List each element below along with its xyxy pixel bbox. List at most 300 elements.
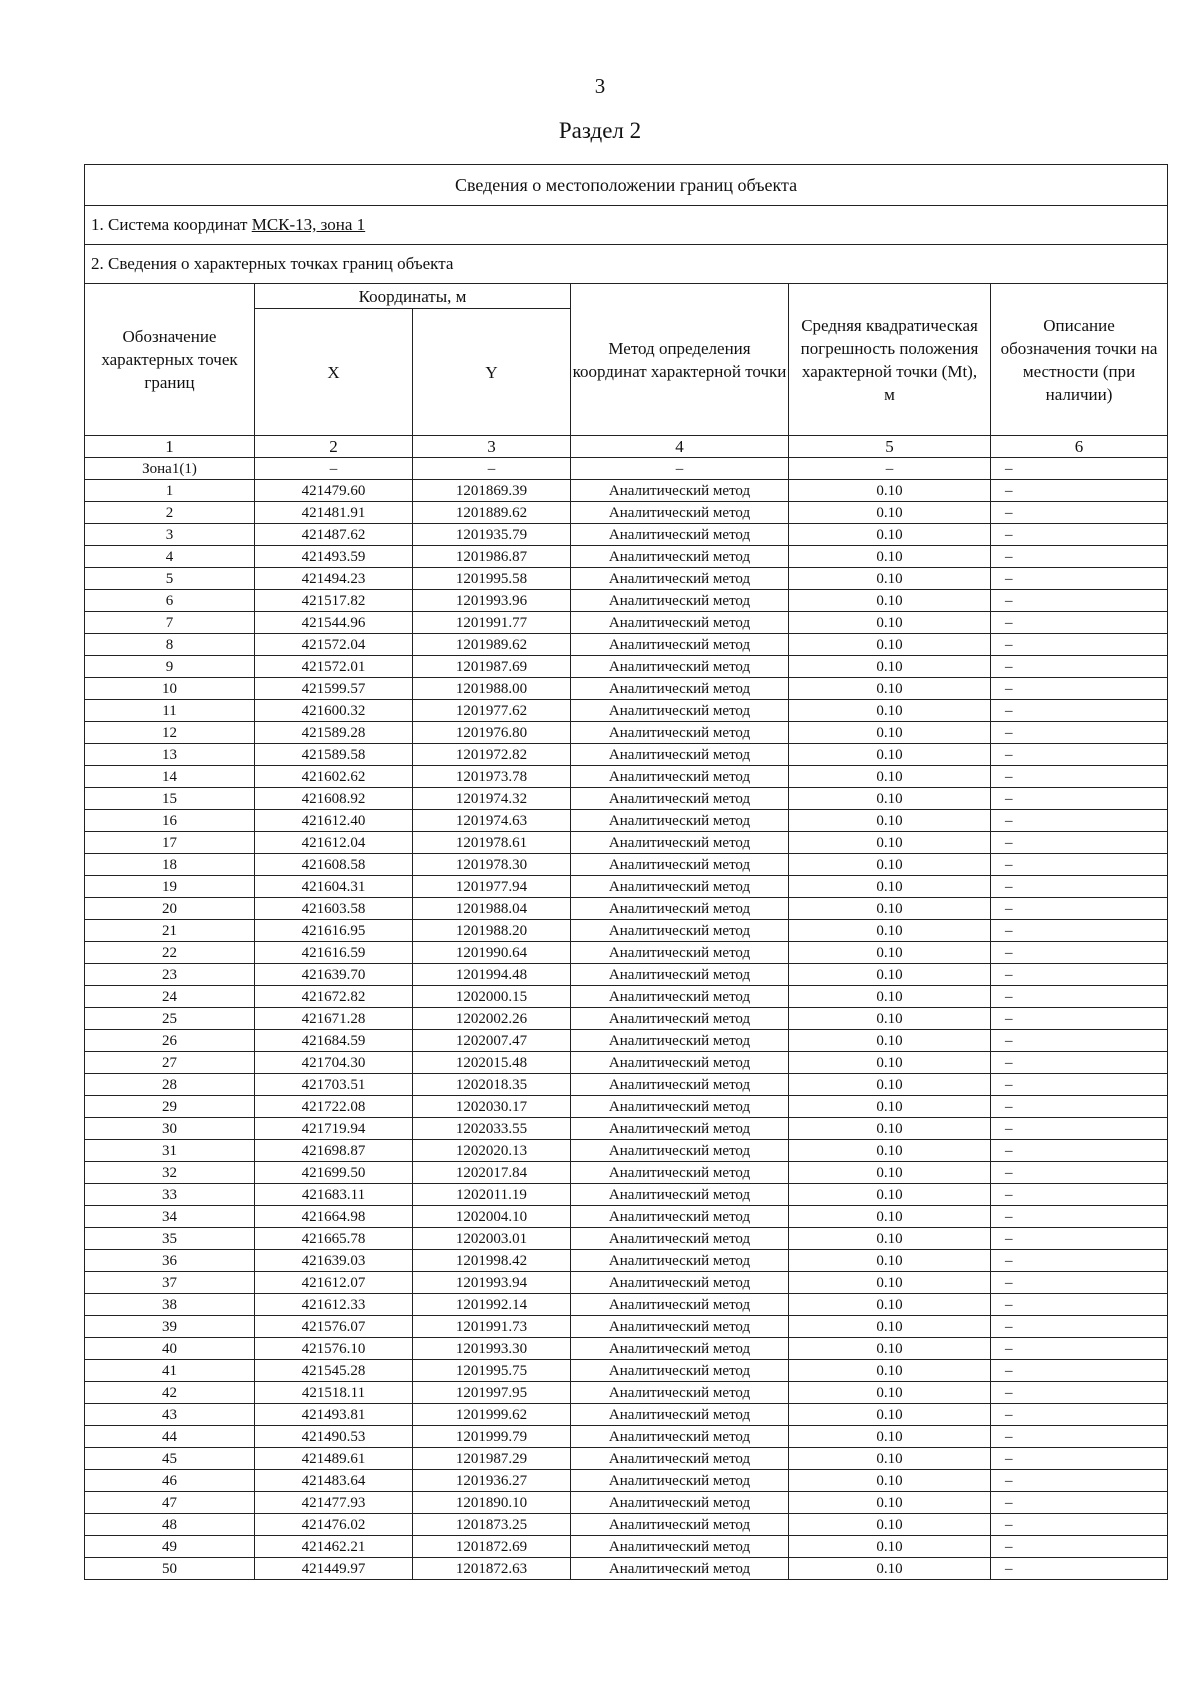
method: Аналитический метод xyxy=(571,1448,789,1470)
description: – xyxy=(991,1096,1168,1118)
method: Аналитический метод xyxy=(571,788,789,810)
table-cell: – xyxy=(991,458,1168,480)
point-number: 36 xyxy=(85,1250,255,1272)
y-coordinate: 1202000.15 xyxy=(413,986,571,1008)
zone-row xyxy=(85,458,1168,480)
point-number: 45 xyxy=(85,1448,255,1470)
description: – xyxy=(991,788,1168,810)
x-coordinate: 421487.62 xyxy=(255,524,413,546)
point-number: 46 xyxy=(85,1470,255,1492)
x-coordinate: 421722.08 xyxy=(255,1096,413,1118)
table-row xyxy=(85,1272,1168,1294)
mean-error: 0.10 xyxy=(789,1206,991,1228)
method: Аналитический метод xyxy=(571,612,789,634)
header-method: Метод определения координат характерной точки xyxy=(571,284,789,436)
method: Аналитический метод xyxy=(571,678,789,700)
description: – xyxy=(991,612,1168,634)
y-coordinate: 1201989.62 xyxy=(413,634,571,656)
table-cell: – xyxy=(413,458,571,480)
mean-error: 0.10 xyxy=(789,480,991,502)
table-row xyxy=(85,810,1168,832)
y-coordinate: 1201935.79 xyxy=(413,524,571,546)
description: – xyxy=(991,1404,1168,1426)
column-number: 1 xyxy=(85,436,255,458)
point-number: 11 xyxy=(85,700,255,722)
description: – xyxy=(991,1184,1168,1206)
mean-error: 0.10 xyxy=(789,766,991,788)
method: Аналитический метод xyxy=(571,1272,789,1294)
mean-error: 0.10 xyxy=(789,1250,991,1272)
point-number: 26 xyxy=(85,1030,255,1052)
table-row xyxy=(85,854,1168,876)
table-row xyxy=(85,568,1168,590)
description: – xyxy=(991,590,1168,612)
description: – xyxy=(991,1030,1168,1052)
description: – xyxy=(991,1360,1168,1382)
point-number: 31 xyxy=(85,1140,255,1162)
method: Аналитический метод xyxy=(571,1118,789,1140)
point-number: 28 xyxy=(85,1074,255,1096)
y-coordinate: 1201991.73 xyxy=(413,1316,571,1338)
y-coordinate: 1201978.30 xyxy=(413,854,571,876)
method: Аналитический метод xyxy=(571,1074,789,1096)
point-number: 21 xyxy=(85,920,255,942)
method: Аналитический метод xyxy=(571,1052,789,1074)
x-coordinate: 421481.91 xyxy=(255,502,413,524)
description: – xyxy=(991,1272,1168,1294)
table-row xyxy=(85,1492,1168,1514)
x-coordinate: 421612.07 xyxy=(255,1272,413,1294)
method: Аналитический метод xyxy=(571,1162,789,1184)
description: – xyxy=(991,634,1168,656)
coordinate-system-row xyxy=(85,206,1168,245)
y-coordinate: 1202015.48 xyxy=(413,1052,571,1074)
mean-error: 0.10 xyxy=(789,898,991,920)
header-y: Y xyxy=(413,309,571,436)
y-coordinate: 1201993.30 xyxy=(413,1338,571,1360)
header-x: X xyxy=(255,309,413,436)
mean-error: 0.10 xyxy=(789,1558,991,1580)
point-number: 25 xyxy=(85,1008,255,1030)
mean-error: 0.10 xyxy=(789,1360,991,1382)
y-coordinate: 1201987.29 xyxy=(413,1448,571,1470)
table-row xyxy=(85,876,1168,898)
description: – xyxy=(991,810,1168,832)
point-number: 20 xyxy=(85,898,255,920)
method: Аналитический метод xyxy=(571,1382,789,1404)
y-coordinate: 1201999.62 xyxy=(413,1404,571,1426)
point-number: 37 xyxy=(85,1272,255,1294)
description: – xyxy=(991,964,1168,986)
column-number: 4 xyxy=(571,436,789,458)
point-number: 38 xyxy=(85,1294,255,1316)
table-title: Сведения о местоположении границ объекта xyxy=(85,165,1168,206)
description: – xyxy=(991,1514,1168,1536)
method: Аналитический метод xyxy=(571,700,789,722)
method: Аналитический метод xyxy=(571,590,789,612)
table-row xyxy=(85,1360,1168,1382)
description: – xyxy=(991,942,1168,964)
method: Аналитический метод xyxy=(571,1140,789,1162)
description: – xyxy=(991,1558,1168,1580)
table-row xyxy=(85,1470,1168,1492)
column-number: 6 xyxy=(991,436,1168,458)
description: – xyxy=(991,1448,1168,1470)
x-coordinate: 421494.23 xyxy=(255,568,413,590)
y-coordinate: 1201869.39 xyxy=(413,480,571,502)
point-number: 27 xyxy=(85,1052,255,1074)
point-number: 13 xyxy=(85,744,255,766)
y-coordinate: 1201998.42 xyxy=(413,1250,571,1272)
x-coordinate: 421612.04 xyxy=(255,832,413,854)
mean-error: 0.10 xyxy=(789,1470,991,1492)
description: – xyxy=(991,1492,1168,1514)
x-coordinate: 421608.92 xyxy=(255,788,413,810)
method: Аналитический метод xyxy=(571,1228,789,1250)
y-coordinate: 1201890.10 xyxy=(413,1492,571,1514)
table-row xyxy=(85,1118,1168,1140)
x-coordinate: 421518.11 xyxy=(255,1382,413,1404)
method: Аналитический метод xyxy=(571,1514,789,1536)
mean-error: 0.10 xyxy=(789,546,991,568)
x-coordinate: 421599.57 xyxy=(255,678,413,700)
x-coordinate: 421544.96 xyxy=(255,612,413,634)
mean-error: 0.10 xyxy=(789,1514,991,1536)
mean-error: 0.10 xyxy=(789,1228,991,1250)
column-number: 5 xyxy=(789,436,991,458)
method: Аналитический метод xyxy=(571,1470,789,1492)
zone-label: Зона1(1) xyxy=(85,458,255,480)
y-coordinate: 1201978.61 xyxy=(413,832,571,854)
point-number: 44 xyxy=(85,1426,255,1448)
mean-error: 0.10 xyxy=(789,854,991,876)
description: – xyxy=(991,1316,1168,1338)
table-row xyxy=(85,1206,1168,1228)
x-coordinate: 421477.93 xyxy=(255,1492,413,1514)
column-number: 3 xyxy=(413,436,571,458)
mean-error: 0.10 xyxy=(789,1492,991,1514)
point-number: 47 xyxy=(85,1492,255,1514)
method: Аналитический метод xyxy=(571,854,789,876)
description: – xyxy=(991,986,1168,1008)
points-rows xyxy=(85,480,1168,1580)
boundary-points-table xyxy=(84,164,1168,1580)
table-row xyxy=(85,1558,1168,1580)
point-number: 23 xyxy=(85,964,255,986)
y-coordinate: 1202011.19 xyxy=(413,1184,571,1206)
x-coordinate: 421479.60 xyxy=(255,480,413,502)
y-coordinate: 1202017.84 xyxy=(413,1162,571,1184)
y-coordinate: 1201997.95 xyxy=(413,1382,571,1404)
description: – xyxy=(991,1250,1168,1272)
method: Аналитический метод xyxy=(571,898,789,920)
y-coordinate: 1201995.75 xyxy=(413,1360,571,1382)
table-row xyxy=(85,1074,1168,1096)
header-designation: Обозначение характерных точек границ xyxy=(85,284,255,436)
mean-error: 0.10 xyxy=(789,920,991,942)
description: – xyxy=(991,656,1168,678)
x-coordinate: 421600.32 xyxy=(255,700,413,722)
y-coordinate: 1201872.69 xyxy=(413,1536,571,1558)
y-coordinate: 1201993.94 xyxy=(413,1272,571,1294)
x-coordinate: 421493.81 xyxy=(255,1404,413,1426)
table-row xyxy=(85,920,1168,942)
table-row xyxy=(85,612,1168,634)
header-error: Средняя квадратическая погрешность положения характерной точки (Mt), м xyxy=(789,284,991,436)
x-coordinate: 421664.98 xyxy=(255,1206,413,1228)
y-coordinate: 1201995.58 xyxy=(413,568,571,590)
method: Аналитический метод xyxy=(571,1338,789,1360)
description: – xyxy=(991,1140,1168,1162)
description: – xyxy=(991,678,1168,700)
mean-error: 0.10 xyxy=(789,1382,991,1404)
description: – xyxy=(991,920,1168,942)
method: Аналитический метод xyxy=(571,1316,789,1338)
x-coordinate: 421589.28 xyxy=(255,722,413,744)
mean-error: 0.10 xyxy=(789,1052,991,1074)
x-coordinate: 421671.28 xyxy=(255,1008,413,1030)
method: Аналитический метод xyxy=(571,1096,789,1118)
method: Аналитический метод xyxy=(571,876,789,898)
x-coordinate: 421699.50 xyxy=(255,1162,413,1184)
method: Аналитический метод xyxy=(571,1206,789,1228)
point-number: 22 xyxy=(85,942,255,964)
mean-error: 0.10 xyxy=(789,744,991,766)
x-coordinate: 421576.07 xyxy=(255,1316,413,1338)
table-row xyxy=(85,1250,1168,1272)
mean-error: 0.10 xyxy=(789,502,991,524)
x-coordinate: 421490.53 xyxy=(255,1426,413,1448)
mean-error: 0.10 xyxy=(789,568,991,590)
point-number: 30 xyxy=(85,1118,255,1140)
x-coordinate: 421616.95 xyxy=(255,920,413,942)
method: Аналитический метод xyxy=(571,722,789,744)
mean-error: 0.10 xyxy=(789,1426,991,1448)
mean-error: 0.10 xyxy=(789,1096,991,1118)
x-coordinate: 421665.78 xyxy=(255,1228,413,1250)
mean-error: 0.10 xyxy=(789,612,991,634)
table-row xyxy=(85,1404,1168,1426)
header-description: Описание обозначения точки на местности (при наличии) xyxy=(991,284,1168,436)
description: – xyxy=(991,1206,1168,1228)
x-coordinate: 421462.21 xyxy=(255,1536,413,1558)
mean-error: 0.10 xyxy=(789,678,991,700)
point-number: 17 xyxy=(85,832,255,854)
description: – xyxy=(991,1008,1168,1030)
description: – xyxy=(991,1426,1168,1448)
x-coordinate: 421572.04 xyxy=(255,634,413,656)
point-number: 35 xyxy=(85,1228,255,1250)
point-number: 41 xyxy=(85,1360,255,1382)
table-row xyxy=(85,964,1168,986)
x-coordinate: 421517.82 xyxy=(255,590,413,612)
y-coordinate: 1201999.79 xyxy=(413,1426,571,1448)
mean-error: 0.10 xyxy=(789,964,991,986)
x-coordinate: 421603.58 xyxy=(255,898,413,920)
point-number: 2 xyxy=(85,502,255,524)
point-number: 40 xyxy=(85,1338,255,1360)
table-row xyxy=(85,1228,1168,1250)
description: – xyxy=(991,1162,1168,1184)
mean-error: 0.10 xyxy=(789,1074,991,1096)
method: Аналитический метод xyxy=(571,920,789,942)
x-coordinate: 421604.31 xyxy=(255,876,413,898)
y-coordinate: 1201991.77 xyxy=(413,612,571,634)
mean-error: 0.10 xyxy=(789,1338,991,1360)
table-row xyxy=(85,1140,1168,1162)
method: Аналитический метод xyxy=(571,942,789,964)
y-coordinate: 1202003.01 xyxy=(413,1228,571,1250)
point-number: 43 xyxy=(85,1404,255,1426)
y-coordinate: 1201974.63 xyxy=(413,810,571,832)
x-coordinate: 421612.33 xyxy=(255,1294,413,1316)
description: – xyxy=(991,1228,1168,1250)
description: – xyxy=(991,502,1168,524)
y-coordinate: 1201873.25 xyxy=(413,1514,571,1536)
x-coordinate: 421719.94 xyxy=(255,1118,413,1140)
x-coordinate: 421608.58 xyxy=(255,854,413,876)
table-row xyxy=(85,1338,1168,1360)
table-row xyxy=(85,1008,1168,1030)
table-row xyxy=(85,1382,1168,1404)
point-number: 49 xyxy=(85,1536,255,1558)
mean-error: 0.10 xyxy=(789,722,991,744)
table-row xyxy=(85,524,1168,546)
point-number: 42 xyxy=(85,1382,255,1404)
point-number: 32 xyxy=(85,1162,255,1184)
point-number: 19 xyxy=(85,876,255,898)
x-coordinate: 421576.10 xyxy=(255,1338,413,1360)
table-row xyxy=(85,1426,1168,1448)
table-row xyxy=(85,502,1168,524)
y-coordinate: 1201976.80 xyxy=(413,722,571,744)
mean-error: 0.10 xyxy=(789,1536,991,1558)
mean-error: 0.10 xyxy=(789,876,991,898)
table-row xyxy=(85,634,1168,656)
x-coordinate: 421589.58 xyxy=(255,744,413,766)
point-number: 34 xyxy=(85,1206,255,1228)
x-coordinate: 421449.97 xyxy=(255,1558,413,1580)
point-number: 6 xyxy=(85,590,255,612)
table-row xyxy=(85,744,1168,766)
description: – xyxy=(991,1118,1168,1140)
mean-error: 0.10 xyxy=(789,590,991,612)
method: Аналитический метод xyxy=(571,1492,789,1514)
description: – xyxy=(991,744,1168,766)
table-cell: – xyxy=(789,458,991,480)
table-row xyxy=(85,766,1168,788)
mean-error: 0.10 xyxy=(789,1008,991,1030)
y-coordinate: 1202007.47 xyxy=(413,1030,571,1052)
y-coordinate: 1202030.17 xyxy=(413,1096,571,1118)
method: Аналитический метод xyxy=(571,986,789,1008)
point-number: 50 xyxy=(85,1558,255,1580)
mean-error: 0.10 xyxy=(789,788,991,810)
table-row xyxy=(85,1294,1168,1316)
y-coordinate: 1202004.10 xyxy=(413,1206,571,1228)
y-coordinate: 1202020.13 xyxy=(413,1140,571,1162)
method: Аналитический метод xyxy=(571,502,789,524)
x-coordinate: 421672.82 xyxy=(255,986,413,1008)
point-number: 9 xyxy=(85,656,255,678)
method: Аналитический метод xyxy=(571,766,789,788)
description: – xyxy=(991,722,1168,744)
x-coordinate: 421639.03 xyxy=(255,1250,413,1272)
method: Аналитический метод xyxy=(571,1030,789,1052)
x-coordinate: 421545.28 xyxy=(255,1360,413,1382)
section-title: Раздел 2 xyxy=(558,118,642,143)
point-number: 10 xyxy=(85,678,255,700)
mean-error: 0.10 xyxy=(789,832,991,854)
description: – xyxy=(991,568,1168,590)
mean-error: 0.10 xyxy=(789,1118,991,1140)
mean-error: 0.10 xyxy=(789,1272,991,1294)
mean-error: 0.10 xyxy=(789,634,991,656)
point-number: 33 xyxy=(85,1184,255,1206)
method: Аналитический метод xyxy=(571,1184,789,1206)
point-number: 7 xyxy=(85,612,255,634)
table-row xyxy=(85,898,1168,920)
description: – xyxy=(991,1338,1168,1360)
method: Аналитический метод xyxy=(571,832,789,854)
table-row xyxy=(85,590,1168,612)
mean-error: 0.10 xyxy=(789,1184,991,1206)
y-coordinate: 1201977.94 xyxy=(413,876,571,898)
method: Аналитический метод xyxy=(571,810,789,832)
point-number: 4 xyxy=(85,546,255,568)
point-number: 39 xyxy=(85,1316,255,1338)
description: – xyxy=(991,1294,1168,1316)
y-coordinate: 1201974.32 xyxy=(413,788,571,810)
mean-error: 0.10 xyxy=(789,986,991,1008)
x-coordinate: 421616.59 xyxy=(255,942,413,964)
point-number: 8 xyxy=(85,634,255,656)
description: – xyxy=(991,1470,1168,1492)
mean-error: 0.10 xyxy=(789,1316,991,1338)
table-row xyxy=(85,700,1168,722)
mean-error: 0.10 xyxy=(789,1448,991,1470)
table-row xyxy=(85,1096,1168,1118)
y-coordinate: 1201993.96 xyxy=(413,590,571,612)
y-coordinate: 1201988.00 xyxy=(413,678,571,700)
x-coordinate: 421698.87 xyxy=(255,1140,413,1162)
table-row xyxy=(85,722,1168,744)
point-number: 48 xyxy=(85,1514,255,1536)
table-row xyxy=(85,788,1168,810)
y-coordinate: 1201988.04 xyxy=(413,898,571,920)
column-number: 2 xyxy=(255,436,413,458)
coordinate-system-label: 1. Система координат xyxy=(91,215,252,234)
method: Аналитический метод xyxy=(571,744,789,766)
point-number: 14 xyxy=(85,766,255,788)
point-number: 18 xyxy=(85,854,255,876)
method: Аналитический метод xyxy=(571,1360,789,1382)
method: Аналитический метод xyxy=(571,1008,789,1030)
header-coordinates: Координаты, м xyxy=(255,284,571,309)
y-coordinate: 1201992.14 xyxy=(413,1294,571,1316)
x-coordinate: 421684.59 xyxy=(255,1030,413,1052)
description: – xyxy=(991,876,1168,898)
x-coordinate: 421683.11 xyxy=(255,1184,413,1206)
table-row xyxy=(85,1030,1168,1052)
point-number: 15 xyxy=(85,788,255,810)
x-coordinate: 421703.51 xyxy=(255,1074,413,1096)
table-row xyxy=(85,832,1168,854)
description: – xyxy=(991,1536,1168,1558)
y-coordinate: 1201872.63 xyxy=(413,1558,571,1580)
mean-error: 0.10 xyxy=(789,1162,991,1184)
y-coordinate: 1201977.62 xyxy=(413,700,571,722)
